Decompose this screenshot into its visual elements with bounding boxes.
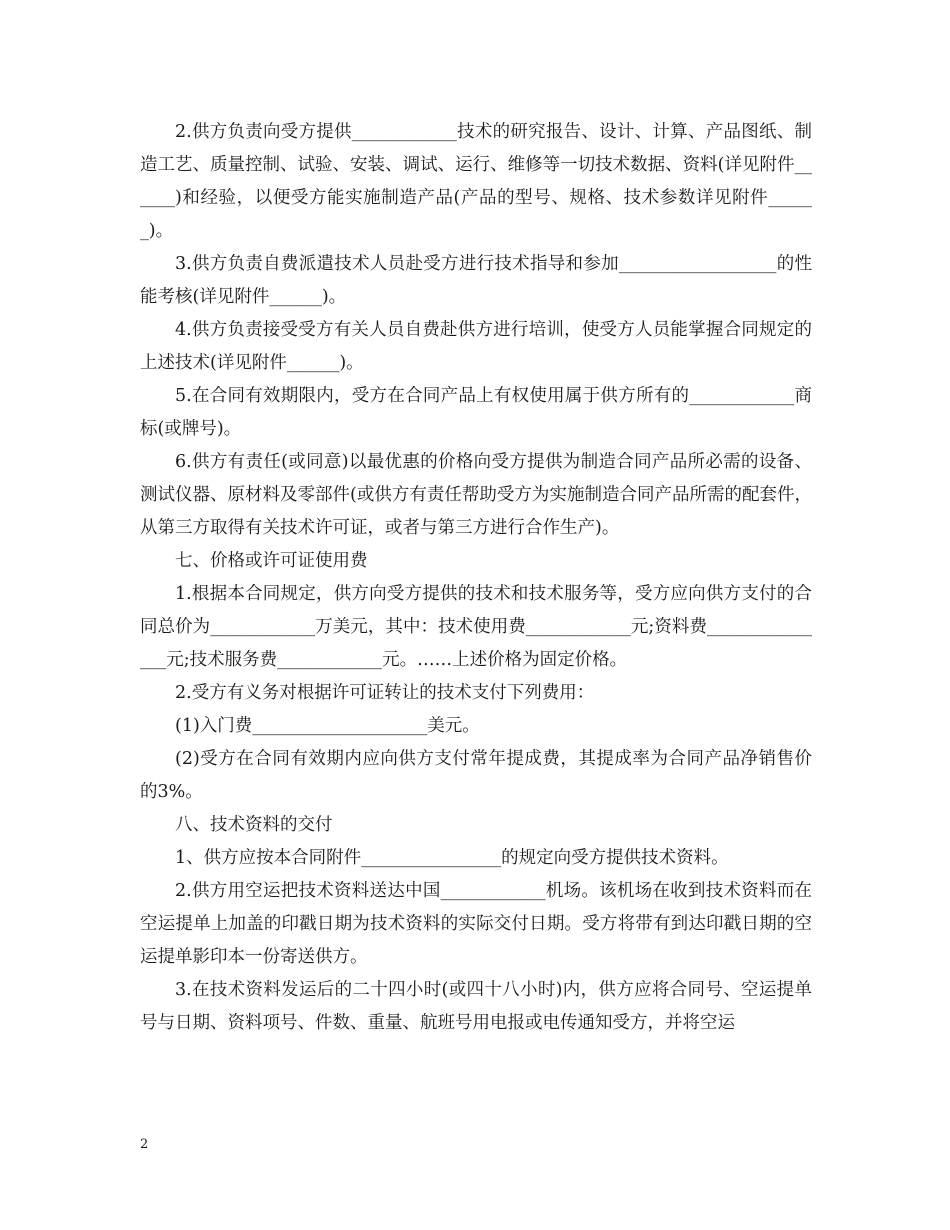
section-heading-delivery: 八、技术资料的交付 — [175, 815, 333, 835]
paragraph-delivery-2: 2.供方用空运把技术资料送达中国____________机场。该机场在收到技术资料而在空运提单上加盖的印戳日期为技术资料的实际交付日期。受方将带有到达印戳日期的空运提单影印本一份寄送供方。 — [140, 881, 812, 967]
page-number: 2 — [140, 1137, 149, 1152]
document-body — [140, 116, 812, 1040]
section-heading-price: 七、价格或许可证使用费 — [175, 551, 368, 571]
paragraph-delivery-3: 3.在技术资料发运后的二十四小时(或四十八小时)内，供方应将合同号、空运提单号与日期、资料项号、件数、重量、航班号用电报或电传通知受方，并将空运 — [140, 980, 812, 1033]
paragraph-clause-3: 3.供方负责自费派遣技术人员赴受方进行技术指导和参加__________________的性能考核(详见附件______)。 — [140, 254, 812, 307]
paragraph-clause-5: 5.在合同有效期限内，受方在合同产品上有权使用属于供方所有的____________商标(或牌号)。 — [140, 386, 812, 439]
paragraph-clause-2: 2.供方负责向受方提供____________技术的研究报告、设计、计算、产品图纸、制造工艺、质量控制、试验、安装、调试、运行、维修等一切技术数据、资料(详见附件______)和经验，以便受方能实施制造产品(产品的型号、规格、技术参数详见附件______)。 — [140, 122, 812, 241]
paragraph-royalty: (2)受方在合同有效期内应向供方支付常年提成费，其提成率为合同产品净销售价的3%。 — [140, 749, 812, 802]
paragraph-price-2: 2.受方有义务对根据许可证转让的技术支付下列费用： — [175, 683, 595, 703]
paragraph-clause-6: 6.供方有责任(或同意)以最优惠的价格向受方提供为制造合同产品所必需的设备、测试仪器、原材料及零部件(或供方有责任帮助受方为实施制造合同产品所需的配套件，从第三方取得有关技术许可证，或者与第三方进行合作生产)。 — [140, 452, 812, 538]
paragraph-delivery-1: 1、供方应按本合同附件________________的规定向受方提供技术资料。 — [175, 848, 729, 868]
paragraph-entry-fee: (1)入门费____________________美元。 — [175, 716, 480, 736]
paragraph-price-1: 1.根据本合同规定，供方向受方提供的技术和技术服务等，受方应向供方支付的合同总价为____________万美元，其中：技术使用费____________元;资料费_______________元;技术服务费____________元。……上述价格为固定价格。 — [140, 584, 812, 670]
paragraph-clause-4: 4.供方负责接受受方有关人员自费赴供方进行培训，使受方人员能掌握合同规定的上述技术(详见附件______)。 — [140, 320, 812, 373]
